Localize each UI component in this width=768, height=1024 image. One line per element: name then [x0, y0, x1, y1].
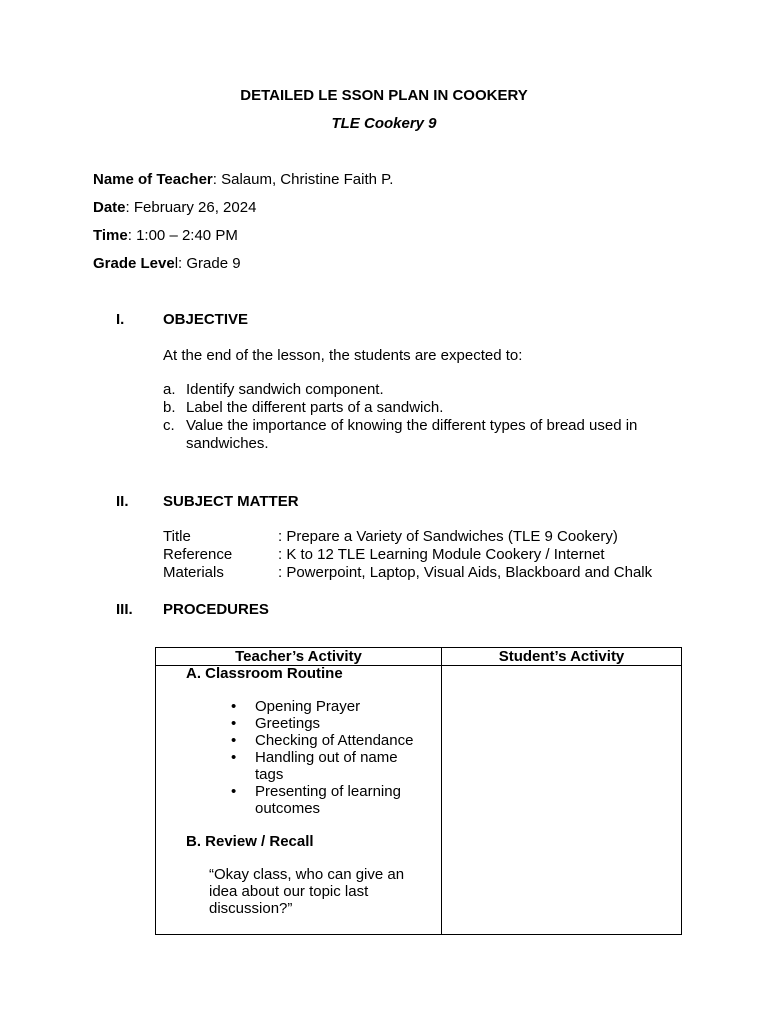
bullet-icon: • — [231, 715, 237, 732]
grade-line — [93, 255, 241, 272]
routine-list — [231, 698, 421, 817]
classroom-routine-heading: A. Classroom Routine — [186, 665, 343, 682]
list-item-text: Checking of Attendance — [255, 732, 414, 749]
subject-heading: SUBJECT MATTER — [163, 493, 299, 510]
subject-value: : Prepare a Variety of Sandwiches (TLE 9 Cookery) — [278, 528, 618, 545]
list-item-text: Label the different parts of a sandwich. — [186, 399, 444, 416]
list-item — [163, 399, 683, 417]
list-item — [231, 715, 421, 732]
list-item-text: Opening Prayer — [255, 698, 361, 715]
procedures-number: III. — [116, 601, 133, 618]
subject-value: : K to 12 TLE Learning Module Cookery / Internet — [278, 546, 605, 563]
bullet-icon: • — [231, 732, 237, 749]
subject-key: Materials — [163, 564, 224, 581]
bullet-icon: • — [231, 698, 237, 715]
objective-intro: At the end of the lesson, the students are expected to: — [163, 347, 523, 364]
list-item — [231, 783, 421, 817]
objective-heading: OBJECTIVE — [163, 311, 249, 328]
teacher-value: : Salaum, Christine Faith P. — [212, 171, 394, 188]
list-item-text: Presenting of learning outcomes — [255, 783, 401, 817]
subject-key: Title — [163, 528, 191, 545]
date-value: : February 26, 2024 — [125, 199, 257, 216]
date-label: Date — [93, 199, 126, 216]
bullet-icon: • — [231, 783, 237, 800]
list-marker: a. — [163, 381, 176, 398]
grade-value: l: Grade 9 — [174, 255, 241, 272]
subject-value: : Powerpoint, Laptop, Visual Aids, Blackboard and Chalk — [278, 564, 653, 581]
list-item-text: Handling out of name tags — [255, 749, 398, 783]
subject-key: Reference — [163, 546, 233, 563]
teacher-line — [93, 171, 393, 188]
objective-number: I. — [116, 311, 125, 328]
document-subtitle: TLE Cookery 9 — [331, 115, 437, 132]
list-item — [231, 732, 421, 749]
time-value: : 1:00 – 2:40 PM — [127, 227, 238, 244]
procedures-heading: PROCEDURES — [163, 601, 269, 618]
subject-number: II. — [116, 493, 129, 510]
review-recall-heading: B. Review / Recall — [186, 833, 314, 850]
subject-row — [163, 564, 683, 582]
student-activity-header: Student’s Activity — [442, 648, 682, 666]
teacher-activity-header: Teacher’s Activity — [156, 648, 442, 666]
list-item-text: Greetings — [255, 715, 321, 732]
subject-matter-block — [163, 528, 683, 582]
table-row — [156, 666, 682, 935]
date-line — [93, 199, 256, 216]
list-marker: c. — [163, 417, 175, 434]
subject-row — [163, 528, 683, 546]
list-item-text: Value the importance of knowing the different types of bread used in sandwiches. — [186, 417, 638, 452]
objective-list — [163, 381, 683, 453]
procedures-table — [155, 647, 682, 935]
table-header-row — [156, 648, 682, 666]
time-line — [93, 227, 238, 244]
list-marker: b. — [163, 399, 176, 416]
bullet-icon: • — [231, 749, 237, 766]
list-item-text: Identify sandwich component. — [186, 381, 384, 398]
list-item — [163, 381, 683, 399]
list-item — [231, 749, 421, 783]
recall-quote: “Okay class, who can give an idea about our topic last discussion?” — [209, 866, 405, 917]
subject-row — [163, 546, 683, 564]
list-item — [163, 417, 683, 453]
list-item — [231, 698, 421, 715]
time-label: Time — [93, 227, 128, 244]
document-title: DETAILED LE SSON PLAN IN COOKERY — [240, 87, 528, 104]
student-activity-cell — [442, 666, 682, 935]
grade-label: Grade Leve — [93, 255, 175, 272]
teacher-activity-cell — [156, 666, 442, 935]
teacher-label: Name of Teacher — [93, 171, 213, 188]
